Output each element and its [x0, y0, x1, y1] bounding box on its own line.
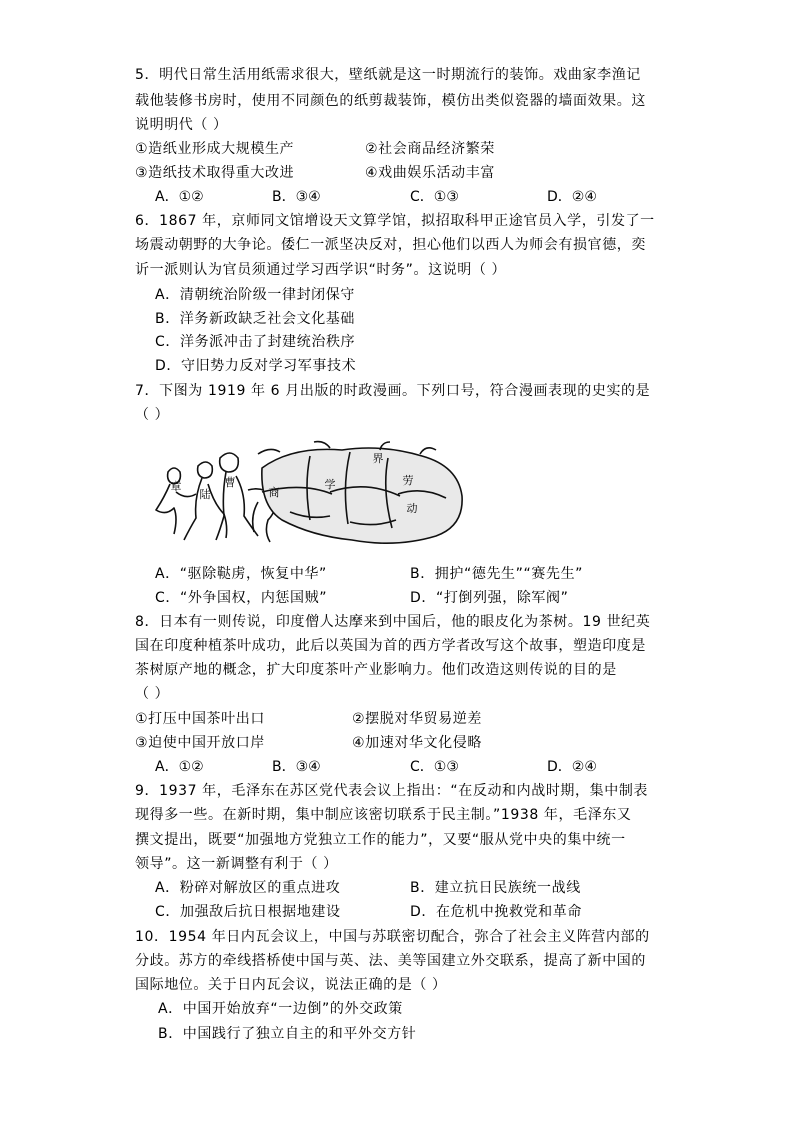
q5-statement-1: ①造纸业形成大规模生产	[135, 141, 295, 157]
q8-stem-line-1: 8．日本有一则传说，印度僧人达摩来到中国后，他的眼皮化为茶树。19 世纪英	[135, 614, 651, 630]
q10-stem-line-2: 分歧。苏方的牵线搭桥使中国与英、法、美等国建立外交联系，提高了新中国的	[135, 953, 646, 969]
q5-statement-2: ②社会商品经济繁荣	[365, 141, 495, 157]
q7-stem-line-1: 7．下图为 1919 年 6 月出版的时政漫画。下列口号，符合漫画表现的史实的是	[135, 383, 651, 399]
q6-option-b: B．洋务新政缺乏社会文化基础	[155, 311, 356, 327]
q8-stem-line-2: 国在印度种植茶叶成功，此后以英国为首的西方学者改写这个故事，塑造印度是	[135, 638, 646, 654]
q8-statement-4: ④加速对华文化侵略	[352, 735, 482, 751]
q8-option-b: B．③④	[272, 759, 321, 775]
q5-option-c: C．①③	[410, 189, 459, 205]
q5-option-d: D．②④	[547, 189, 597, 205]
q9-stem-line-4: 领导”。这一新调整有利于（ ）	[135, 856, 338, 872]
q6-option-a: A．清朝统治阶级一律封闭保守	[155, 287, 355, 303]
q7-option-a: A．“驱除鞑虏，恢复中华”	[155, 566, 327, 582]
q9-option-b: B．建立抗日民族统一战线	[410, 880, 581, 896]
q6-option-d: D．守旧势力反对学习军事技术	[155, 358, 357, 374]
q9-option-d: D．在危机中挽救党和革命	[410, 904, 582, 920]
q10-stem-line-1: 10．1954 年日内瓦会议上，中国与苏联密切配合，弥合了社会主义阵营内部的	[135, 929, 650, 945]
cartoon-label-xue: 学	[324, 478, 336, 491]
q5-stem-line-1: 5．明代日常生活用纸需求很大，壁纸就是这一时期流行的装饰。戏曲家李渔记	[135, 67, 641, 83]
q6-stem-line-2: 场震动朝野的大争论。倭仁一派坚决反对，担心他们以西人为师会有损官德，奕	[135, 237, 646, 253]
q7-stem-line-2: （ ）	[135, 407, 170, 423]
q5-statement-4: ④戏曲娱乐活动丰富	[365, 165, 495, 181]
q10-stem-line-3: 国际地位。关于日内瓦会议，说法正确的是（ ）	[135, 977, 447, 993]
q9-stem-line-2: 现得多一些。在新时期，集中制应该密切联系于民主制。”1938 年，毛泽东又	[135, 807, 632, 823]
q7-option-d: D．“打倒列强，除军阀”	[410, 590, 569, 606]
q5-statement-3: ③造纸技术取得重大改进	[135, 165, 295, 181]
political-cartoon	[150, 432, 470, 550]
q9-stem-line-1: 9．1937 年，毛泽东在苏区党代表会议上指出：“在反动和内战时期，集中制表	[135, 783, 649, 799]
q7-option-c: C．“外争国权，内惩国贼”	[155, 590, 328, 606]
cartoon-label-lao: 劳	[402, 474, 414, 487]
q7-option-b: B．拥护“德先生”“赛先生”	[410, 566, 584, 582]
cartoon-label-cao: 曹	[224, 476, 236, 489]
cartoon-label-jie: 界	[372, 452, 384, 465]
q9-option-a: A．粉碎对解放区的重点进攻	[155, 880, 341, 896]
q8-statement-2: ②摆脱对华贸易逆差	[352, 711, 482, 727]
q10-option-b: B．中国践行了独立自主的和平外交方针	[158, 1026, 417, 1042]
cartoon-label-zhang: 章	[170, 480, 182, 493]
q8-statement-1: ①打压中国茶叶出口	[135, 711, 265, 727]
q8-option-a: A．①②	[155, 759, 204, 775]
q10-option-a: A．中国开始放弃“一边倒”的外交政策	[158, 1001, 403, 1017]
q9-stem-line-3: 撰文提出，既要“加强地方党独立工作的能力”，又要“服从党中央的集中统一	[135, 832, 626, 848]
q5-option-b: B．③④	[272, 189, 321, 205]
q6-stem-line-3: 䜣一派则认为官员须通过学习西学识“时务”。这说明（ ）	[135, 262, 507, 278]
q9-option-c: C．加强敌后抗日根据地建设	[155, 904, 341, 920]
q8-option-d: D．②④	[547, 759, 597, 775]
q8-statement-3: ③迫使中国开放口岸	[135, 735, 265, 751]
q5-option-a: A．①②	[155, 189, 204, 205]
q6-stem-line-1: 6．1867 年，京师同文馆增设天文算学馆，拟招取科甲正途官员入学，引发了一	[135, 213, 655, 229]
cartoon-label-dong: 动	[406, 502, 418, 515]
q8-option-c: C．①③	[410, 759, 459, 775]
q5-stem-line-3: 说明明代（ ）	[135, 117, 228, 133]
cartoon-label-shang: 商	[268, 486, 280, 499]
q5-stem-line-2: 载他装修书房时，使用不同颜色的纸剪裁装饰，模仿出类似瓷器的墙面效果。这	[135, 93, 646, 109]
q6-option-c: C．洋务派冲击了封建统治秩序	[155, 334, 356, 350]
cartoon-label-lu: 陆	[199, 488, 211, 501]
q8-stem-line-3: 茶树原产地的概念，扩大印度茶叶产业影响力。他们改造这则传说的目的是	[135, 662, 617, 678]
q8-stem-line-4: （ ）	[135, 686, 170, 702]
